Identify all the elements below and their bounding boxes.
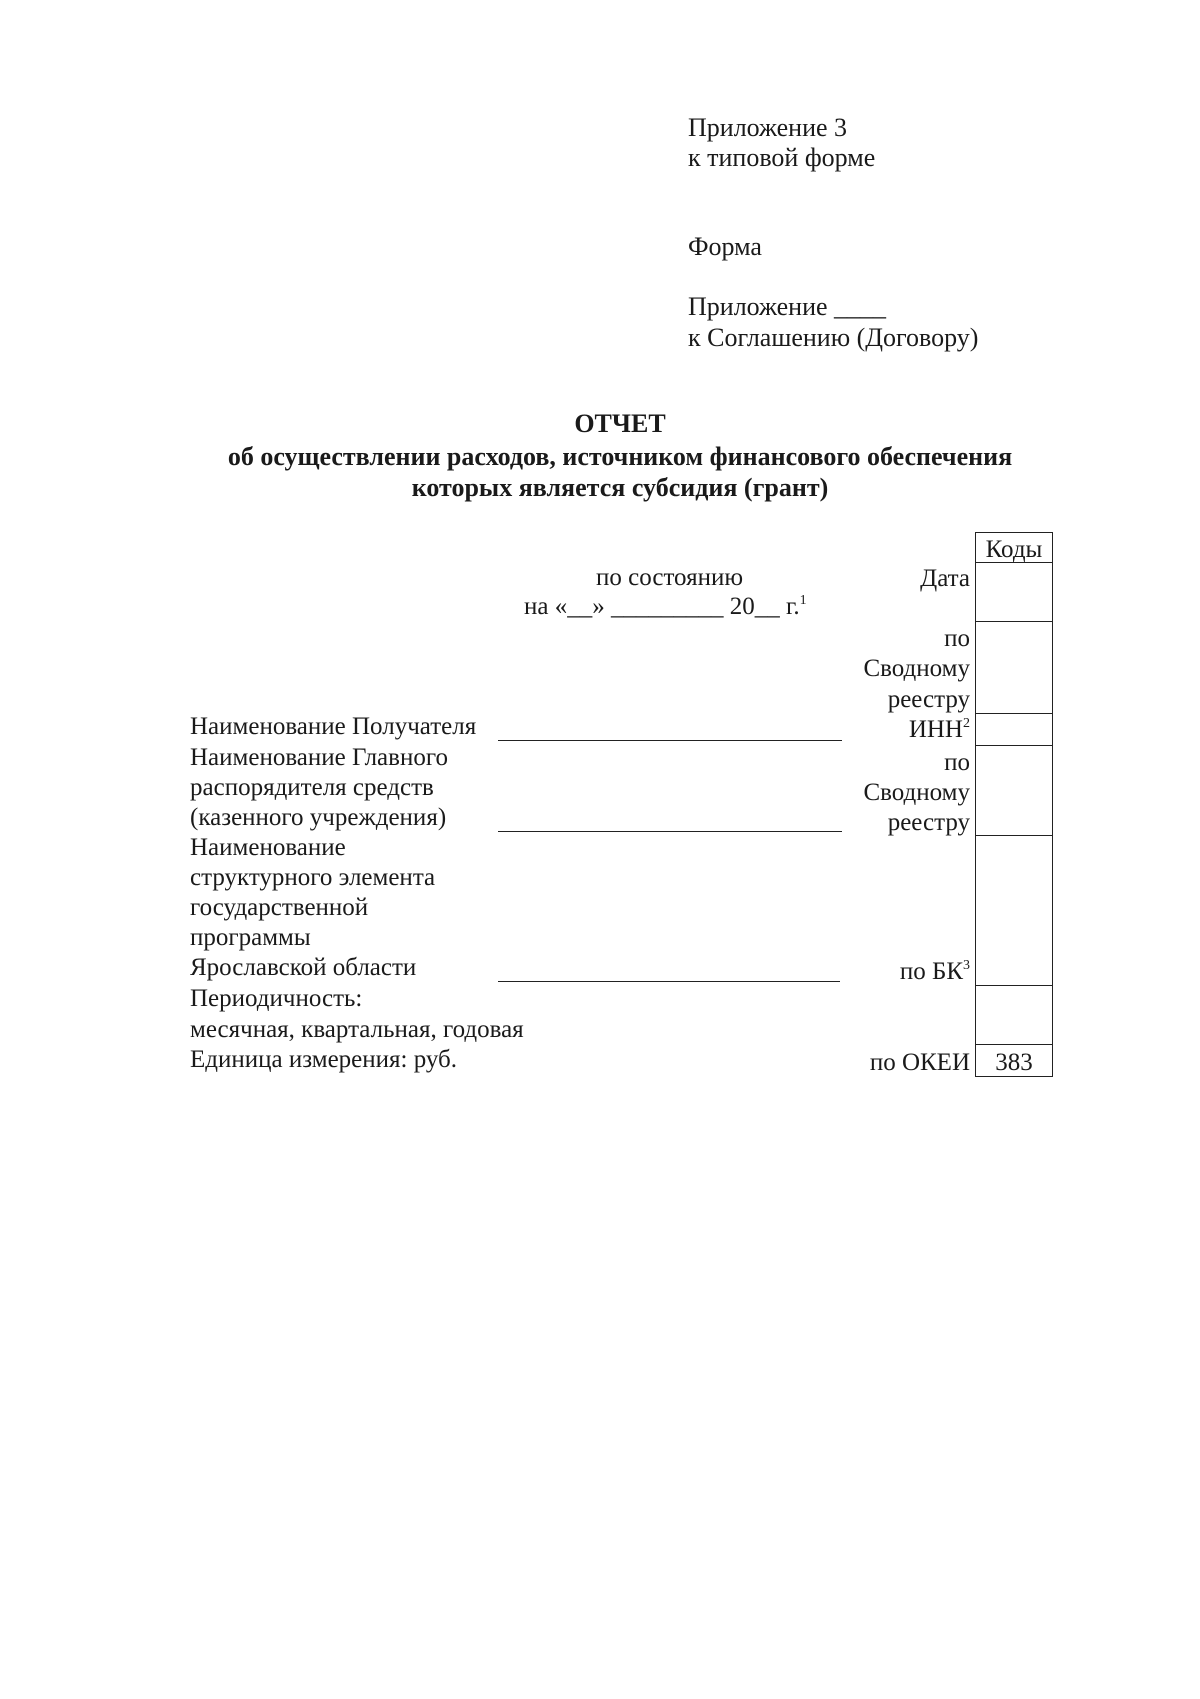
as-of-date: на «__» _________ 20__ г.$^1$ xyxy=(524,593,807,620)
periodicity-options: месячная, квартальная, годовая xyxy=(190,1016,524,1043)
codes-header: Коды xyxy=(985,536,1043,563)
codes-divider xyxy=(975,985,1053,986)
codes-divider xyxy=(975,713,1053,714)
program-label-line-4: программы xyxy=(190,924,311,951)
agreement-line-1: Приложение ____ xyxy=(688,292,887,321)
chief-manager-label-line-3: (казенного учреждения) xyxy=(190,804,447,831)
recipient-label: Наименование Получателя xyxy=(190,713,477,740)
svod2-label-line-1: по xyxy=(944,749,970,776)
recipient-field-line[interactable] xyxy=(498,740,842,741)
svod-label-line-2: Сводному xyxy=(863,655,970,682)
svod2-label-line-3: реестру xyxy=(887,809,970,836)
report-subtitle-line-1: об осуществлении расходов, источником финансового обеспечения xyxy=(227,442,1013,471)
svod2-label-line-2: Сводному xyxy=(863,779,970,806)
codes-divider xyxy=(975,745,1053,746)
annex-line-1: Приложение 3 xyxy=(688,113,848,142)
unit-of-measure: Единица измерения: руб. xyxy=(190,1046,458,1073)
report-title: ОТЧЕТ xyxy=(574,409,666,438)
footnote-2: 2 xyxy=(963,716,970,731)
codes-divider xyxy=(975,621,1053,622)
program-label-line-2: структурного элемента xyxy=(190,864,436,891)
program-label-line-5: Ярославской области xyxy=(190,954,417,981)
codes-divider xyxy=(975,835,1053,836)
svod-label-line-1: по xyxy=(944,625,970,652)
footnote-1: 1 xyxy=(799,593,807,608)
chief-manager-field-line[interactable] xyxy=(498,831,842,832)
program-label-line-1: Наименование xyxy=(190,834,346,861)
date-code-label: Дата xyxy=(920,565,970,592)
bk-code-label: по $БК^3$ xyxy=(899,958,970,985)
form-label: Форма xyxy=(688,232,762,261)
footnote-3: 3 xyxy=(963,958,970,973)
periodicity-label: Периодичность: xyxy=(190,985,363,1012)
okei-code-value: 383 xyxy=(995,1049,1033,1076)
codes-divider xyxy=(975,1044,1053,1045)
agreement-line-2: к Соглашению (Договору) xyxy=(688,323,979,352)
inn-code-label: ИНН$^2$ xyxy=(908,716,970,743)
program-label-line-3: государственной xyxy=(190,894,369,921)
annex-line-2: к типовой форме xyxy=(688,143,876,172)
chief-manager-label-line-2: распорядителя средств xyxy=(190,774,434,801)
as-of-label: по состоянию xyxy=(596,564,743,591)
codes-column xyxy=(975,532,1053,1077)
program-field-line[interactable] xyxy=(498,981,840,982)
svod-label-line-3: реестру xyxy=(887,686,970,713)
chief-manager-label-line-1: Наименование Главного xyxy=(190,744,448,771)
report-subtitle-line-2: которых является субсидия (грант) xyxy=(411,473,829,502)
okei-code-label: по ОКЕИ xyxy=(869,1049,970,1076)
